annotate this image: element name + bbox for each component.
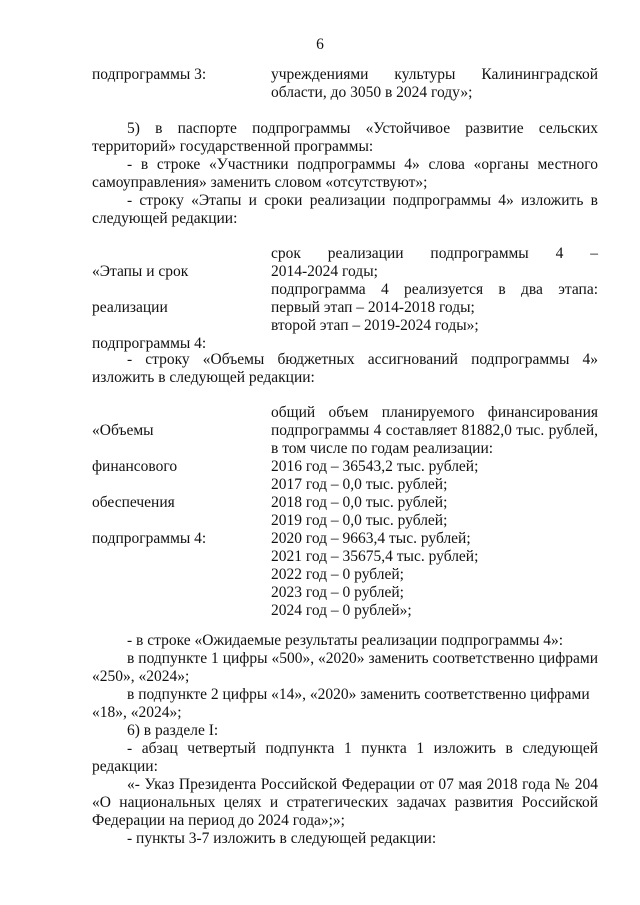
text-line: 5) в паспорте подпрограммы «Устойчивое развитие сельских [127,120,598,137]
text-line: «Этапы и срок [92,263,189,280]
row-value-stages [271,245,598,335]
text-line: 2024 год – 0 рублей»; [271,602,412,619]
text-line: самоуправления» заменить словом «отсутствуют»; [92,174,428,191]
text-line: «Объемы [92,422,154,439]
paragraph-decree [92,776,598,830]
text-line: - абзац четвертый подпункта 1 пункта 1 изложить в следующей [127,740,598,757]
paragraph-subitem-2 [92,686,598,722]
text-line: 6) в разделе I: [127,722,219,739]
paragraph-items-3-7 [92,830,598,848]
text-line: следующей редакции: [92,210,238,227]
text-line: первый этап – 2014-2018 годы; [271,299,475,316]
text-line: второй этап – 2019-2024 годы»; [271,317,479,334]
paragraph-budget [92,351,598,387]
text-line: подпрограммы 4: [92,335,207,352]
text-line: 2021 год – 35675,4 тыс. рублей; [271,548,479,565]
row-value-funding [271,404,598,620]
text-line: обеспечения [92,494,175,511]
text-line: «- Указ Президента Российской Федерации от 07 мая 2018 года № 204 [127,776,598,793]
text-line: «250», «2024»; [92,668,190,685]
text-line: - строку «Объемы бюджетных ассигнований подпрограммы 4» [127,351,598,368]
text-line: финансового [92,458,178,475]
text-line: 2022 год – 0 рублей; [271,566,404,583]
text-line: 2019 год – 0,0 тыс. рублей; [271,512,448,529]
paragraph-subitem-1 [92,650,598,686]
text-line: - строку «Этапы и сроки реализации подпрограммы 4» изложить в [127,192,598,209]
paragraph-stages [92,192,598,228]
text-line: 2020 год – 9663,4 тыс. рублей; [271,530,471,547]
row-value-subprogram-3 [271,66,598,102]
text-line: - пункты 3-7 изложить в следующей редакции: [127,830,437,847]
text-line: в подпункте 1 цифры «500», «2020» заменить соответственно цифрами [127,650,598,667]
text-line: общий объем планируемого финансирования [271,404,598,421]
text-line: «18», «2024»; [92,704,182,721]
text-line: редакции: [92,758,158,775]
text-line: - в строке «Ожидаемые результаты реализации подпрограммы 4»: [127,632,564,649]
text-line: в подпункте 2 цифры «14», «2020» заменить соответственно цифрами [127,686,590,703]
text-line: учреждениями культуры Калининградской [271,66,598,83]
text-line: 2014-2024 годы; [271,263,378,280]
text-line: 2017 год – 0,0 тыс. рублей; [271,476,448,493]
text-line: подпрограммы 4: [92,530,207,547]
paragraph-paragraph-four [92,740,598,776]
text-line: 2023 год – 0 рублей; [271,584,404,601]
text-line: «О национальных целях и стратегических задачах развития Российской [92,794,598,811]
row-label-subprogram-3: подпрограммы 3: [92,66,207,83]
text-line: - в строке «Участники подпрограммы 4» слова «органы местного [127,156,598,173]
text-line: территорий» государственной программы: [92,138,374,155]
paragraph-5 [92,120,598,156]
text-line: подпрограммы 4 составляет 81882,0 тыс. рублей, [271,422,598,439]
text-line: в том числе по годам реализации: [271,440,494,457]
text-line: 2016 год – 36543,2 тыс. рублей; [271,458,479,475]
paragraph-participants [92,156,598,192]
text-line: срок реализации подпрограммы 4 – [271,245,598,262]
text-line: области, до 3050 в 2024 году»; [271,84,473,101]
row-label-funding [92,404,262,566]
page-number: 6 [316,36,324,53]
text-line: реализации [92,299,168,316]
text-line: 2018 год – 0,0 тыс. рублей; [271,494,448,511]
text-line: изложить в следующей редакции: [92,369,315,386]
paragraph-expected-results [92,632,598,650]
text-line: подпрограмма 4 реализуется в два этапа: [271,281,598,298]
paragraph-section-6 [92,722,598,740]
text-line: Федерации на период до 2024 года»;»; [92,812,345,829]
